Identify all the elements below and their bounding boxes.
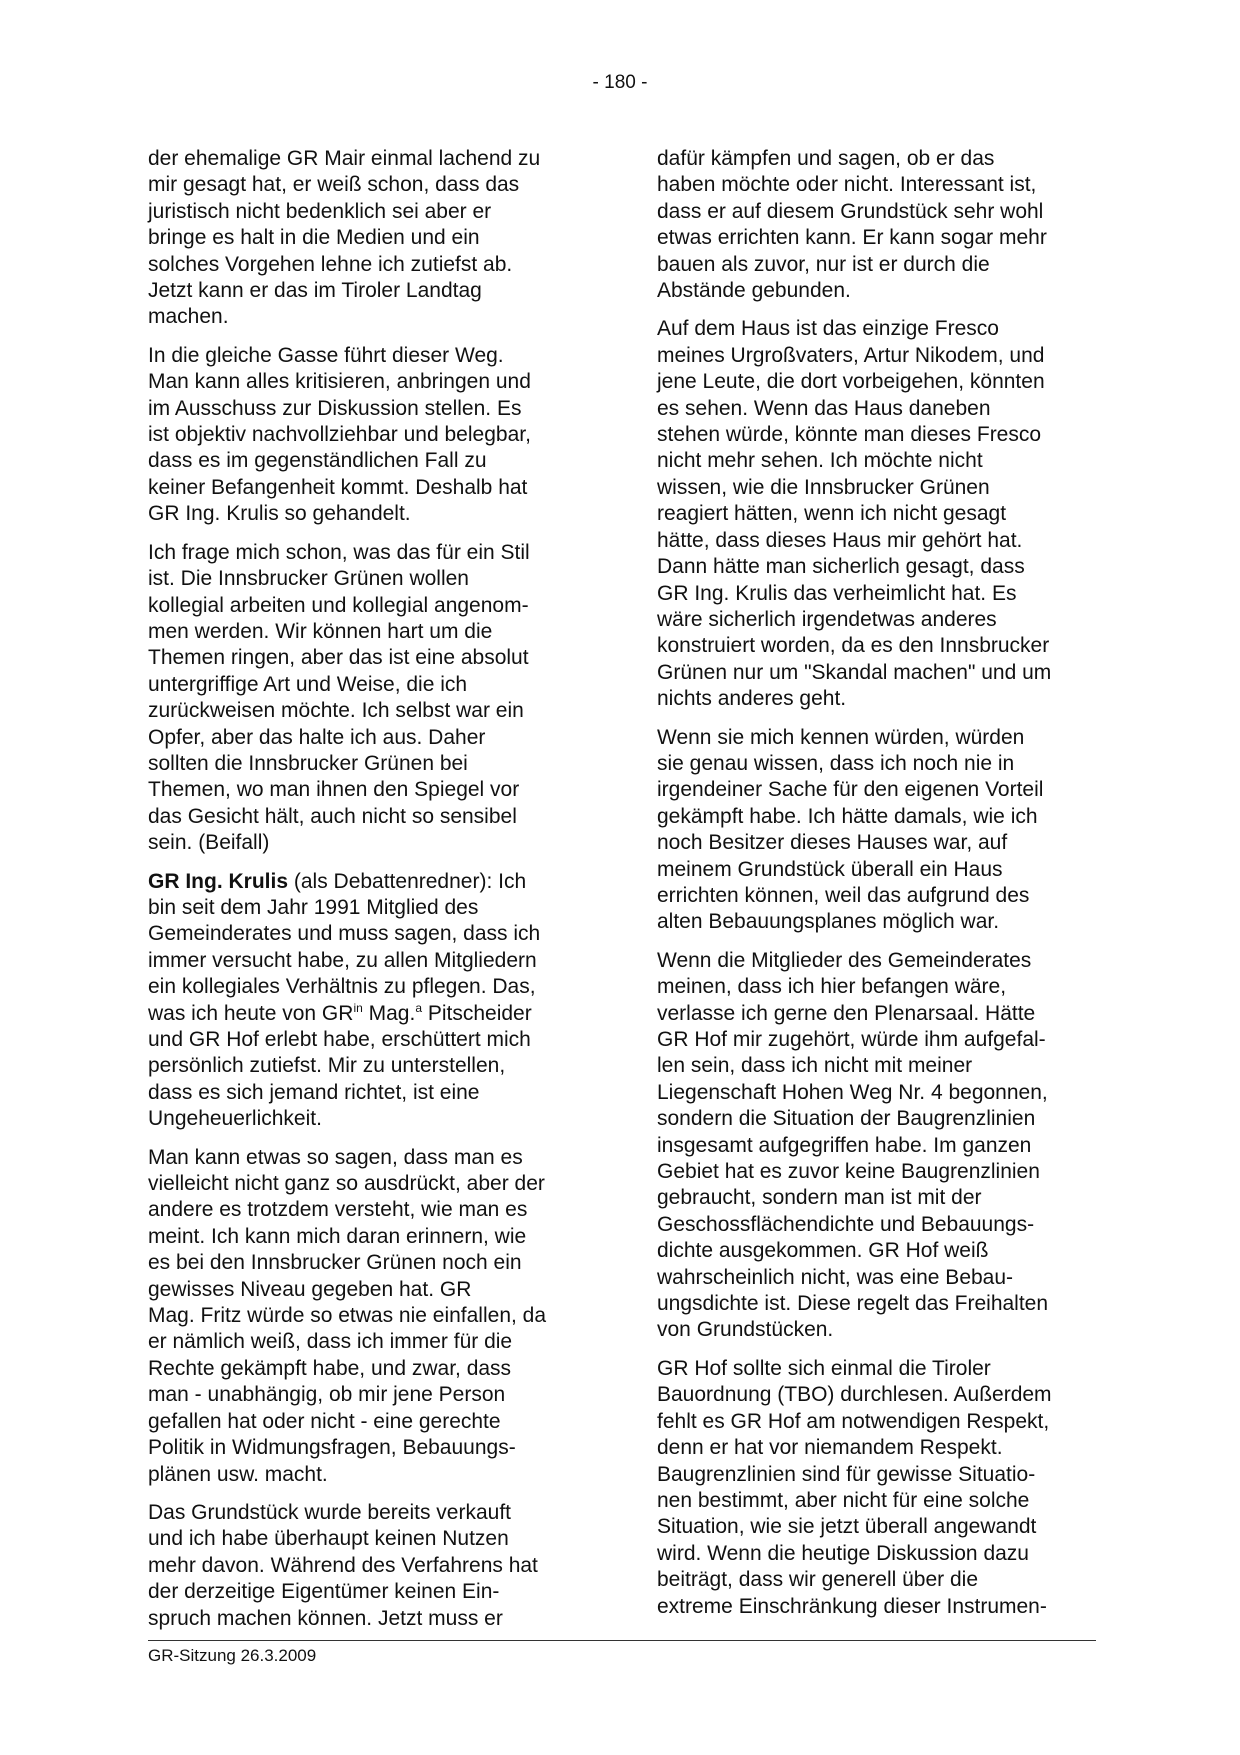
superscript-in: in [353, 1000, 363, 1015]
right-paragraph-5: GR Hof sollte sich einmal die Tiroler Bauordnung (TBO) durchlesen. Außerdem fehlt es GR Hof am notwendigen Respekt, denn er hat vor niemandem Respekt. Baugrenzlinien sind für gewisse Situatio- nen bestimmt, aber nicht für eine solche Situation, wie sie jetzt überall angewandt wird. Wenn die heutige Diskussion dazu beiträgt, dass wir generell über die extreme Einschränkung dieser Instrumen- [657, 1356, 1052, 1618]
right-column [657, 146, 1097, 1632]
footer-session-date: GR-Sitzung 26.3.2009 [148, 1646, 317, 1665]
left-paragraph-4 [148, 869, 588, 1133]
right-paragraph-2: Auf dem Haus ist das einzige Fresco meines Urgroßvaters, Artur Nikodem, und jene Leute, die dort vorbeigehen, könnten es sehen. Wenn das Haus daneben stehen würde, könnte man dieses Fresco nicht mehr sehen. Ich möchte nicht wissen, wie die Innsbrucker Grünen reagiert hätten, wenn ich nicht gesagt hätte, dass dieses Haus mir gehört hat. Dann hätte man sicherlich gesagt, dass GR Ing. Krulis das verheimlicht hat. Es wäre sicherlich irgendetwas anderes konstruiert worden, da es den Innsbrucker Grünen nur um "Skandal machen" und um nichts anderes geht. [657, 317, 1052, 711]
right-paragraph-1: dafür kämpfen und sagen, ob er das haben möchte oder nicht. Interessant ist, dass er auf diesem Grundstück sehr wohl etwas errichten kann. Er kann sogar mehr bauen als zuvor, nur ist er durch die Abstände gebunden. [657, 147, 1047, 303]
left-paragraph-2: In die gleiche Gasse führt dieser Weg. Man kann alles kritisieren, anbringen und im Ausschuss zur Diskussion stellen. Es ist objektiv nachvollziehbar und belegbar, dass es im gegenständlichen Fall zu keiner Befangenheit kommt. Deshalb hat GR Ing. Krulis so gehandelt. [148, 343, 531, 526]
speech-text-a: (als Debattenredner): Ich bin seit dem Jahr 1991 Mitglied des Gemeinderates und muss sagen, dass ich immer versucht habe, zu allen Mitgliedern ein kollegiales Verhältnis zu pflegen. Das, was ich heute von GR [148, 869, 541, 1025]
speech-text-b: Mag. [362, 1001, 416, 1025]
left-paragraph-1: der ehemalige GR Mair einmal lachend zu mir gesagt hat, er weiß schon, dass das juristisch nicht bedenklich sei aber er bringe es halt in die Medien und ein solches Vorgehen lehne ich zutiefst ab. Jetzt kann er das im Tiroler Landtag machen. [148, 147, 541, 329]
left-paragraph-5: Man kann etwas so sagen, dass man es vielleicht nicht ganz so ausdrückt, aber der andere es trotzdem versteht, wie man es meint. Ich kann mich daran erinnern, wie es bei den Innsbrucker Grünen noch ein gewisses Niveau gegeben hat. GR Mag. Fritz würde so etwas nie einfallen, da er nämlich weiß, dass ich immer für die Rechte gekämpft habe, und zwar, dass man - unabhängig, ob mir jene Person gefallen hat oder nicht - eine gerechte Politik in Widmungsfragen, Bebauungs- plänen usw. macht. [148, 1145, 547, 1486]
speaker-name: GR Ing. Krulis [148, 869, 289, 893]
left-column [148, 146, 588, 1644]
right-paragraph-3: Wenn sie mich kennen würden, würden sie genau wissen, dass ich noch nie in irgendeiner Sache für den eigenen Vorteil gekämpft habe. Ich hätte damals, wie ich noch Besitzer dieses Hauses war, auf meinem Grundstück überall ein Haus errichten können, weil das aufgrund des alten Bebauungsplanes möglich war. [657, 725, 1044, 934]
superscript-a: a [415, 1000, 422, 1015]
speech-text-c: Pitscheider und GR Hof erlebt habe, erschüttert mich persönlich zutiefst. Mir zu unterstellen, dass es sich jemand richtet, ist eine Ungeheuerlichkeit. [148, 1001, 532, 1131]
left-paragraph-3: Ich frage mich schon, was das für ein Stil ist. Die Innsbrucker Grünen wollen kollegial arbeiten und kollegial angenom- men werden. Wir können hart um die Themen ringen, aber das ist eine absolut untergriffige Art und Weise, die ich zurückweisen möchte. Ich selbst war ein Opfer, aber das halte ich aus. Daher sollten die Innsbrucker Grünen bei Themen, wo man ihnen den Spiegel vor das Gesicht hält, auch nicht so sensibel sein. (Beifall) [148, 540, 530, 855]
right-paragraph-4: Wenn die Mitglieder des Gemeinderates meinen, dass ich hier befangen wäre, verlasse ich gerne den Plenarsaal. Hätte GR Hof mir zugehört, würde ihm aufgefal- len sein, dass ich nicht mit meiner Liegenschaft Hohen Weg Nr. 4 begonnen, sondern die Situation der Baugrenzlinien insgesamt aufgegriffen habe. Im ganzen Gebiet hat es zuvor keine Baugrenzlinien gebraucht, sondern man ist mit der Geschossflächendichte und Bebauungs- dichte ausgekommen. GR Hof weiß wahrscheinlich nicht, was eine Bebau- ungsdichte ist. Diese regelt das Freihalten von Grundstücken. [657, 948, 1049, 1342]
page-number: - 180 - [592, 72, 648, 93]
footer-divider [148, 1640, 1096, 1641]
left-paragraph-6: Das Grundstück wurde bereits verkauft und ich habe überhaupt keinen Nutzen mehr davon. Während des Verfahrens hat der derzeitige Eigentümer keinen Ein- spruch machen können. Jetzt muss er [148, 1500, 538, 1630]
